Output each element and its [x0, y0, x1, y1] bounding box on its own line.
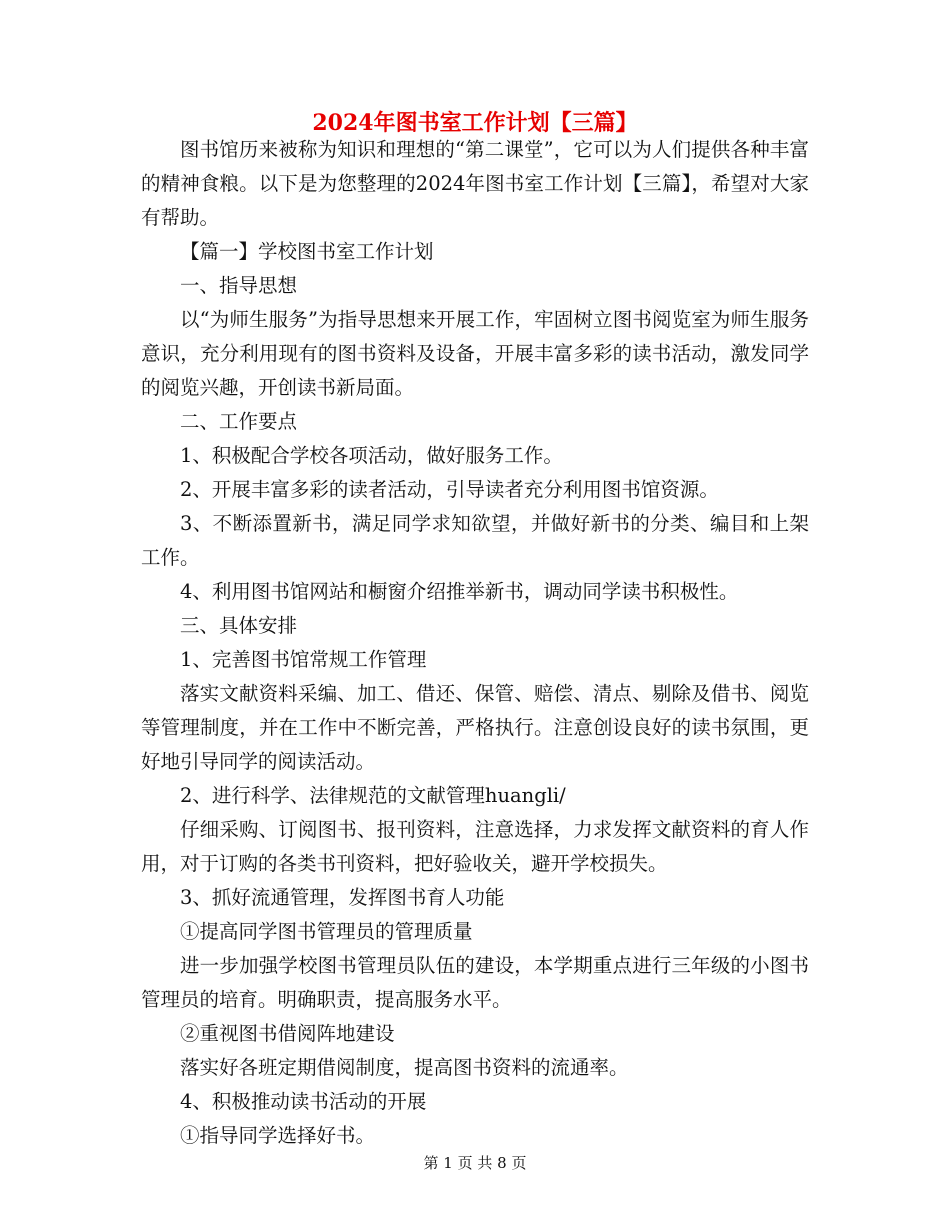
subheading-circulation-management: 3、抓好流通管理，发挥图书育人功能: [180, 886, 505, 909]
page-footer: 第 1 页 共 8 页: [423, 1154, 527, 1172]
paragraph-document-management: 仔细采购、订阅图书、报刊资料，注意选择，力求发挥文献资料的育人作用，对于订购的各类书刊资料，把好验收关，避开学校损失。: [141, 818, 809, 875]
heading-specific-arrangements: 三、具体安排: [180, 614, 298, 637]
paragraph-librarian-team: 进一步加强学校图书管理员队伍的建设，本学期重点进行三年级的小图书管理员的培育。明确职责，提高服务水平。: [141, 954, 809, 1011]
paragraph-guiding-thought: 以“为师生服务”为指导思想来开展工作，牢固树立图书阅览室为师生服务意识，充分利用现有的图书资料及设备，开展丰富多彩的读书活动，激发同学的阅览兴趣，开创读书新局面。: [141, 308, 809, 399]
section-heading-part-one: 【篇一】学校图书室工作计划: [180, 240, 434, 263]
list-item-work-point-2: 2、开展丰富多彩的读者活动，引导读者充分利用图书馆资源。: [180, 478, 719, 501]
subheading-routine-management: 1、完善图书馆常规工作管理: [180, 648, 427, 671]
list-item-work-point-1: 1、积极配合学校各项活动，做好服务工作。: [180, 444, 563, 467]
list-item-circulation-1: ①提高同学图书管理员的管理质量: [180, 920, 473, 943]
list-item-reading-1: ①指导同学选择好书。: [180, 1124, 376, 1147]
paragraph-borrowing-system: 落实好各班定期借阅制度，提高图书资料的流通率。: [180, 1056, 629, 1079]
document-title: 2024年图书室工作计划【三篇】: [312, 110, 638, 136]
list-item-circulation-2: ②重视图书借阅阵地建设: [180, 1022, 395, 1045]
paragraph-routine-management: 落实文献资料采编、加工、借还、保管、赔偿、清点、剔除及借书、阅览等管理制度，并在工作中不断完善，严格执行。注意创设良好的读书氛围，更好地引导同学的阅读活动。: [141, 682, 809, 773]
heading-work-points: 二、工作要点: [180, 410, 298, 433]
document-body: [141, 133, 809, 1153]
heading-guiding-thought: 一、指导思想: [180, 274, 298, 297]
list-item-work-point-3: 3、不断添置新书，满足同学求知欲望，并做好新书的分类、编目和上架工作。: [141, 512, 809, 569]
paragraph-intro: 图书馆历来被称为知识和理想的“第二课堂”，它可以为人们提供各种丰富的精神食粮。以下是为您整理的2024年图书室工作计划【三篇】，希望对大家有帮助。: [141, 138, 809, 229]
subheading-document-management: 2、进行科学、法律规范的文献管理huangli/: [180, 784, 566, 807]
list-item-work-point-4: 4、利用图书馆网站和橱窗介绍推举新书，调动同学读书积极性。: [180, 580, 739, 603]
subheading-reading-activities: 4、积极推动读书活动的开展: [180, 1090, 427, 1113]
